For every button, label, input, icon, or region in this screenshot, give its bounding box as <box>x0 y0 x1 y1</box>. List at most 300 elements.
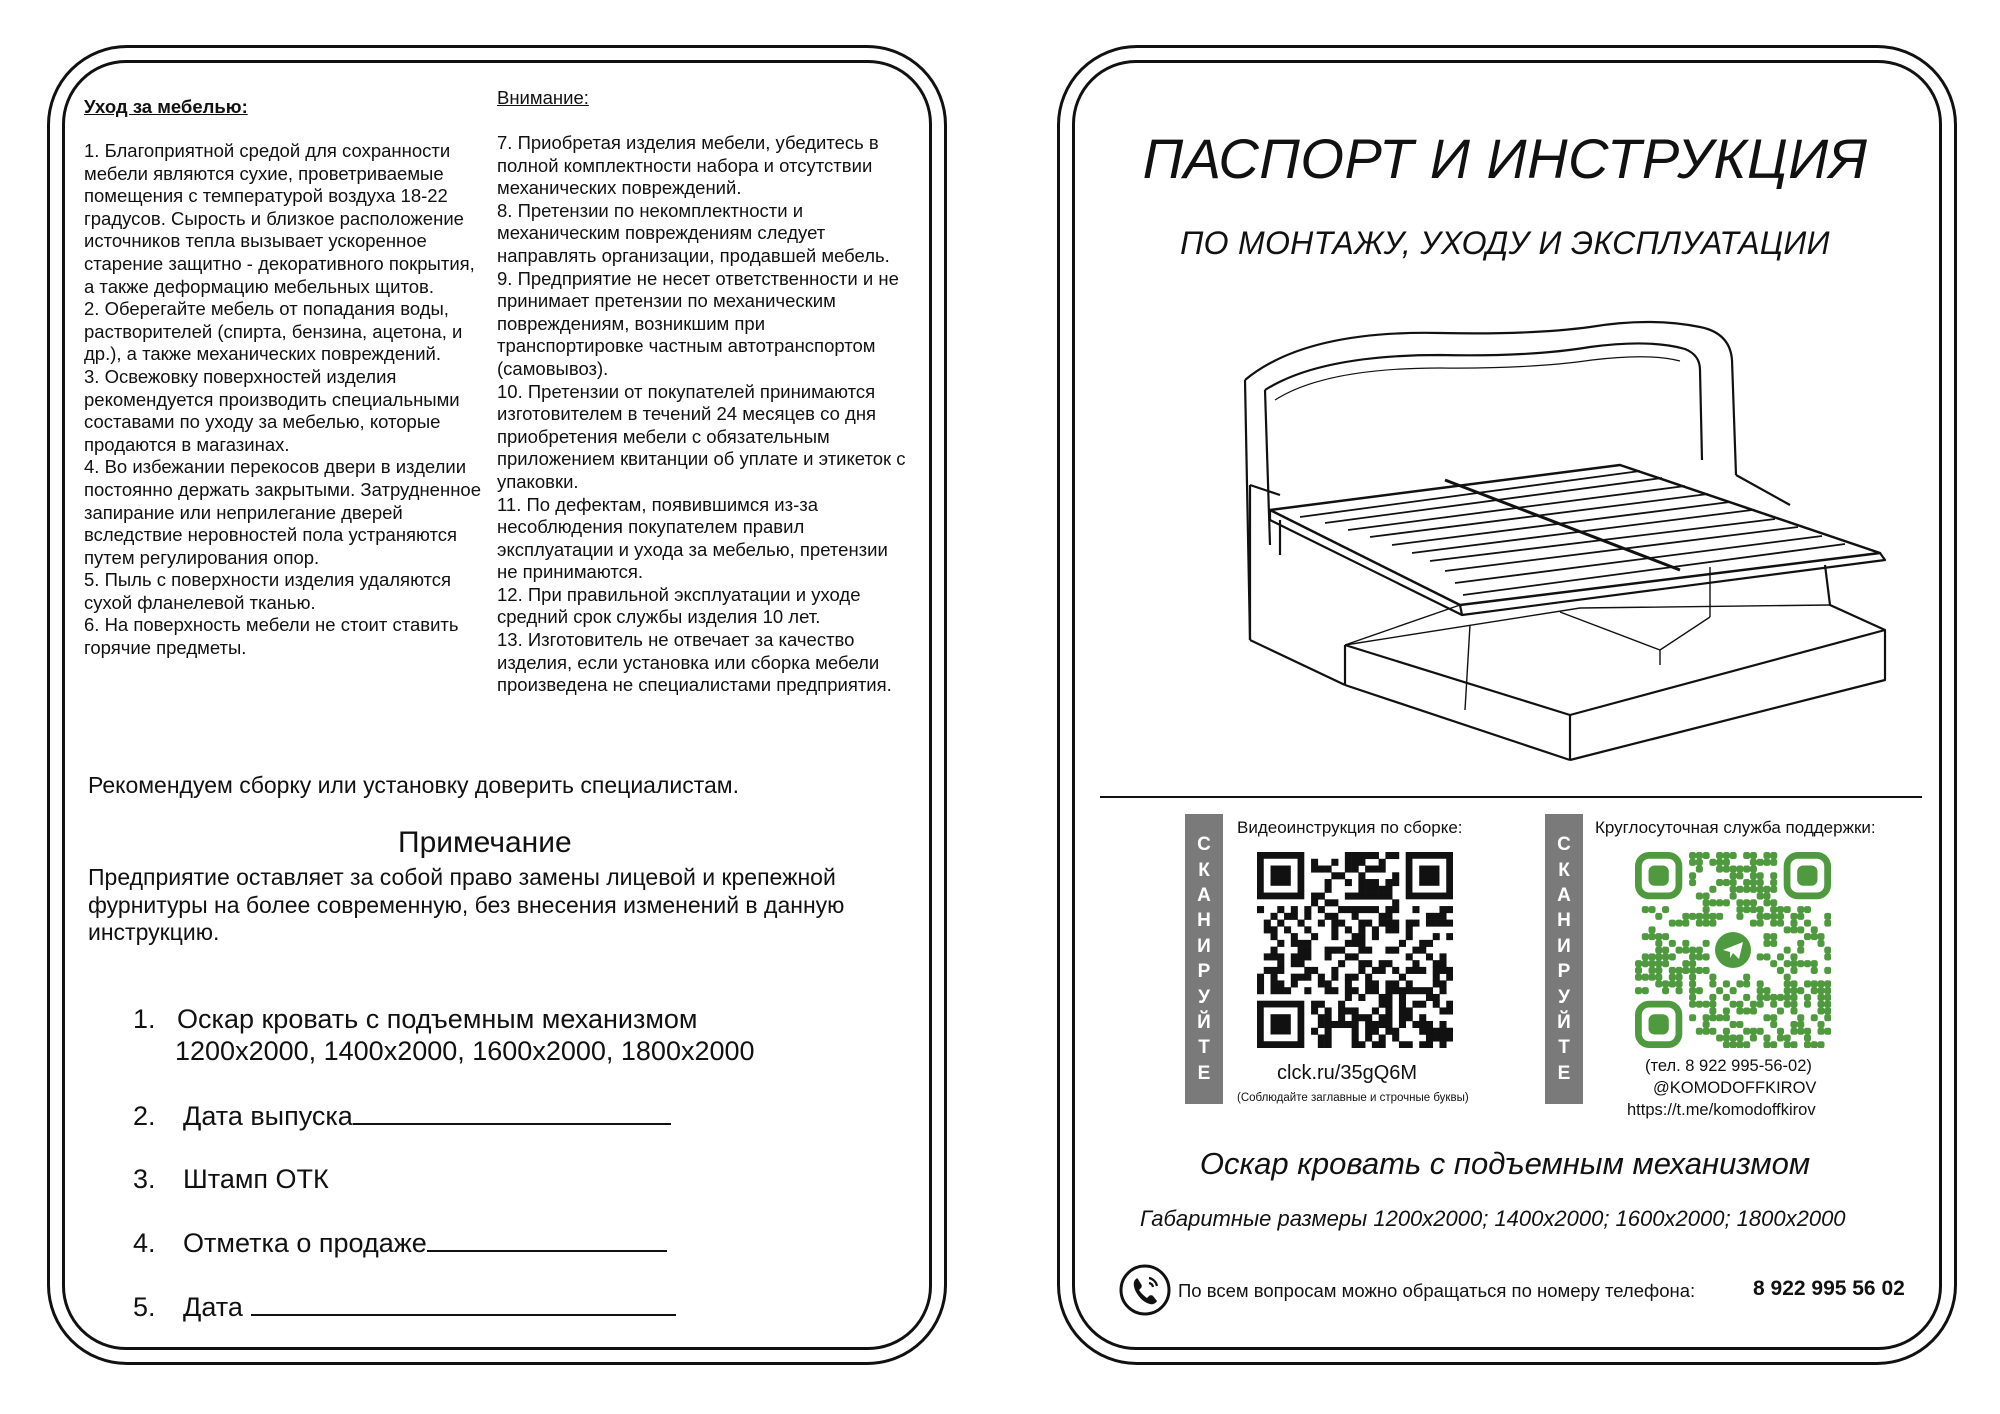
qr-module <box>1817 1041 1824 1048</box>
blank-field[interactable] <box>427 1250 667 1252</box>
qr-module <box>1696 852 1703 859</box>
qr-module <box>1757 994 1764 1001</box>
qr-module <box>1446 967 1453 974</box>
qr-module <box>1419 987 1426 994</box>
note-heading: Примечание <box>398 826 572 859</box>
qr-module <box>1365 980 1372 987</box>
qr-module <box>1311 859 1318 866</box>
qr-module <box>1358 933 1365 940</box>
list-item-5 <box>133 1291 676 1323</box>
qr-module <box>1338 947 1345 954</box>
qr-module <box>1439 1034 1446 1041</box>
scan-letter: Р <box>1197 961 1211 983</box>
qr-module <box>1696 953 1703 960</box>
qr-module <box>1385 852 1392 859</box>
qr-module <box>1743 980 1750 987</box>
qr-module <box>1277 953 1284 960</box>
qr-module <box>1696 866 1703 873</box>
qr-module <box>1770 940 1777 947</box>
qr-module <box>1790 953 1797 960</box>
qr-module <box>1399 1014 1406 1021</box>
qr-module <box>1743 879 1750 886</box>
qr-module <box>1790 987 1797 994</box>
warning-item: 10. Претензии от покупателей принимаются изготовителем в течений 24 месяцев со дня приобретения мебели с обязательным приложением квитанции об уплате и этикеток с упаковки. <box>497 380 906 492</box>
video-qr-code[interactable] <box>1257 852 1453 1048</box>
qr-module <box>1291 980 1298 987</box>
qr-module <box>1784 980 1791 987</box>
qr-module <box>1784 1034 1791 1041</box>
qr-module <box>1770 879 1777 886</box>
qr-module <box>1352 859 1359 866</box>
qr-module <box>1696 1001 1703 1008</box>
qr-module <box>1757 893 1764 900</box>
qr-module <box>1291 960 1298 967</box>
qr-module <box>1716 879 1723 886</box>
qr-module <box>1770 960 1777 967</box>
qr-module <box>1372 906 1379 913</box>
qr-module <box>1365 879 1372 886</box>
qr-module <box>1412 1021 1419 1028</box>
qr-module <box>1379 893 1386 900</box>
qr-module <box>1392 926 1399 933</box>
qr-module <box>1338 920 1345 927</box>
qr-module <box>1379 1001 1386 1008</box>
qr-module <box>1257 906 1264 913</box>
qr-module <box>1365 974 1372 981</box>
qr-module <box>1730 1034 1737 1041</box>
qr-module <box>1763 1014 1770 1021</box>
qr-module <box>1709 994 1716 1001</box>
qr-module <box>1757 953 1764 960</box>
qr-module <box>1352 852 1359 859</box>
qr-module <box>1730 893 1737 900</box>
qr-module <box>1331 1021 1338 1028</box>
qr-module <box>1824 994 1831 1001</box>
qr-module <box>1439 1007 1446 1014</box>
qr-module <box>1325 879 1332 886</box>
scan-strip-left <box>1185 814 1223 1104</box>
scan-letter: Й <box>1197 1011 1211 1033</box>
qr-module <box>1804 920 1811 927</box>
qr-module <box>1304 987 1311 994</box>
qr-module <box>1379 886 1386 893</box>
qr-module <box>1325 1041 1332 1048</box>
qr-module <box>1412 906 1419 913</box>
qr-module <box>1358 967 1365 974</box>
qr-module <box>1406 920 1413 927</box>
qr-module <box>1655 940 1662 947</box>
qr-module <box>1439 967 1446 974</box>
qr-module <box>1676 967 1683 974</box>
blank-field[interactable] <box>251 1314 676 1316</box>
qr-module <box>1433 933 1440 940</box>
qr-module <box>1662 980 1669 987</box>
qr-module <box>1352 1014 1359 1021</box>
support-qr-code[interactable] <box>1635 852 1831 1048</box>
qr-module <box>1743 974 1750 981</box>
list-num: 1. <box>133 1004 156 1034</box>
qr-module <box>1790 960 1797 967</box>
qr-module <box>1352 933 1359 940</box>
qr-module <box>1662 960 1669 967</box>
support-handle[interactable]: @KOMODOFFKIROV <box>1653 1079 1817 1097</box>
horizontal-divider <box>1100 796 1922 798</box>
qr-module <box>1439 913 1446 920</box>
qr-module <box>1770 913 1777 920</box>
qr-module <box>1311 967 1318 974</box>
qr-module <box>1419 1001 1426 1008</box>
qr-module <box>1817 1001 1824 1008</box>
video-hint: (Соблюдайте заглавные и строчные буквы) <box>1237 1092 1469 1104</box>
qr-module <box>1703 893 1710 900</box>
qr-module <box>1777 967 1784 974</box>
qr-module <box>1730 886 1737 893</box>
qr-module <box>1257 987 1264 994</box>
scan-letter: Й <box>1557 1011 1571 1033</box>
qr-module <box>1770 920 1777 927</box>
list-label: Отметка о продаже <box>183 1228 427 1258</box>
qr-module <box>1723 1014 1730 1021</box>
qr-module <box>1716 899 1723 906</box>
qr-module <box>1325 987 1332 994</box>
qr-module <box>1352 953 1359 960</box>
qr-module <box>1426 987 1433 994</box>
qr-finder-center <box>1649 866 1669 886</box>
qr-module <box>1446 1001 1453 1008</box>
qr-module <box>1358 893 1365 900</box>
qr-module <box>1784 1041 1791 1048</box>
qr-module <box>1662 953 1669 960</box>
qr-module <box>1419 1028 1426 1035</box>
qr-module <box>1689 953 1696 960</box>
qr-module <box>1446 920 1453 927</box>
qr-module <box>1723 980 1730 987</box>
qr-module <box>1311 933 1318 940</box>
qr-module <box>1682 967 1689 974</box>
scan-letter: Е <box>1557 1062 1571 1084</box>
qr-module <box>1406 1007 1413 1014</box>
qr-module <box>1730 866 1737 873</box>
qr-module <box>1736 1041 1743 1048</box>
qr-module <box>1277 980 1284 987</box>
qr-module <box>1446 906 1453 913</box>
qr-module <box>1824 1007 1831 1014</box>
qr-module <box>1385 987 1392 994</box>
care-list <box>84 140 489 660</box>
qr-module <box>1318 1034 1325 1041</box>
contact-phone[interactable]: 8 922 995 56 02 <box>1753 1277 1905 1300</box>
qr-module <box>1345 1007 1352 1014</box>
qr-module <box>1345 940 1352 947</box>
bed-illustration <box>1230 305 1900 765</box>
scan-letter: У <box>1558 986 1570 1008</box>
qr-module <box>1331 947 1338 954</box>
qr-module <box>1784 1001 1791 1008</box>
qr-module <box>1824 1001 1831 1008</box>
qr-module <box>1655 933 1662 940</box>
qr-module <box>1703 967 1710 974</box>
qr-module <box>1757 872 1764 879</box>
page-title: ПАСПОРТ И ИНСТРУКЦИЯ <box>1142 127 1868 190</box>
qr-module <box>1365 920 1372 927</box>
qr-module <box>1689 852 1696 859</box>
qr-module <box>1682 913 1689 920</box>
qr-module <box>1669 940 1676 947</box>
qr-module <box>1311 866 1318 873</box>
list-text: Оскар кровать с подъемным механизмом <box>177 1004 698 1034</box>
video-link[interactable]: clck.ru/35gQ6M <box>1277 1062 1418 1084</box>
qr-module <box>1763 1034 1770 1041</box>
qr-module <box>1777 920 1784 927</box>
qr-module <box>1703 1014 1710 1021</box>
qr-module <box>1763 886 1770 893</box>
qr-module <box>1271 974 1278 981</box>
qr-module <box>1291 933 1298 940</box>
qr-module <box>1277 940 1284 947</box>
qr-module <box>1716 913 1723 920</box>
qr-module <box>1676 920 1683 927</box>
qr-module <box>1770 906 1777 913</box>
qr-module <box>1331 926 1338 933</box>
qr-module <box>1439 1028 1446 1035</box>
qr-module <box>1271 987 1278 994</box>
qr-finder-center <box>1271 866 1291 886</box>
qr-module <box>1372 967 1379 974</box>
qr-module <box>1304 906 1311 913</box>
qr-module <box>1824 987 1831 994</box>
qr-module <box>1325 1028 1332 1035</box>
qr-module <box>1649 933 1656 940</box>
support-url[interactable]: https://t.me/komodoffkirov <box>1627 1101 1816 1119</box>
qr-module <box>1797 1028 1804 1035</box>
qr-module <box>1689 872 1696 879</box>
qr-module <box>1345 893 1352 900</box>
qr-module <box>1446 974 1453 981</box>
qr-module <box>1446 933 1453 940</box>
warning-item: 9. Предприятие не несет ответственности и не принимает претензии по механическим повреждениям, возникшим при транспортировке частным автотранспортом (самовывоз). <box>497 267 899 379</box>
qr-module <box>1709 974 1716 981</box>
qr-module <box>1824 947 1831 954</box>
qr-module <box>1811 967 1818 974</box>
qr-module <box>1372 933 1379 940</box>
qr-module <box>1817 1021 1824 1028</box>
qr-module <box>1338 1007 1345 1014</box>
qr-module <box>1365 960 1372 967</box>
list-num: 4. <box>133 1228 156 1258</box>
qr-module <box>1311 1028 1318 1035</box>
qr-module <box>1750 879 1757 886</box>
qr-module <box>1372 926 1379 933</box>
qr-module <box>1338 1021 1345 1028</box>
qr-module <box>1352 987 1359 994</box>
qr-module <box>1770 1041 1777 1048</box>
qr-module <box>1379 1021 1386 1028</box>
qr-module <box>1311 1001 1318 1008</box>
blank-field[interactable] <box>353 1123 671 1125</box>
qr-module <box>1770 1001 1777 1008</box>
qr-module <box>1358 947 1365 954</box>
qr-module <box>1372 1041 1379 1048</box>
qr-module <box>1426 940 1433 947</box>
qr-module <box>1743 994 1750 1001</box>
qr-module <box>1635 987 1642 994</box>
qr-module <box>1284 987 1291 994</box>
qr-module <box>1642 974 1649 981</box>
qr-module <box>1412 967 1419 974</box>
qr-module <box>1419 1021 1426 1028</box>
qr-module <box>1385 994 1392 1001</box>
qr-module <box>1662 933 1669 940</box>
qr-module <box>1743 866 1750 873</box>
qr-module <box>1757 980 1764 987</box>
qr-module <box>1325 980 1332 987</box>
qr-module <box>1325 913 1332 920</box>
qr-module <box>1372 1021 1379 1028</box>
qr-module <box>1358 940 1365 947</box>
qr-module <box>1676 974 1683 981</box>
qr-module <box>1365 1028 1372 1035</box>
qr-module <box>1649 974 1656 981</box>
qr-module <box>1372 852 1379 859</box>
qr-module <box>1703 920 1710 927</box>
scan-letter: Е <box>1197 1062 1211 1084</box>
qr-module <box>1338 960 1345 967</box>
qr-module <box>1338 1014 1345 1021</box>
qr-module <box>1736 1021 1743 1028</box>
qr-module <box>1412 987 1419 994</box>
qr-module <box>1770 852 1777 859</box>
qr-module <box>1797 1014 1804 1021</box>
qr-module <box>1379 859 1386 866</box>
qr-module <box>1331 859 1338 866</box>
scan-letter: К <box>1558 859 1570 881</box>
qr-module <box>1750 872 1757 879</box>
qr-module <box>1824 980 1831 987</box>
qr-module <box>1642 960 1649 967</box>
qr-module <box>1689 879 1696 886</box>
qr-module <box>1790 1001 1797 1008</box>
qr-module <box>1385 926 1392 933</box>
qr-module <box>1649 960 1656 967</box>
care-item: 3. Освежовку поверхностей изделия рекомендуется производить специальными составами по уходу за мебелью, которые продаются в магазинах. <box>84 365 460 455</box>
qr-module <box>1750 866 1757 873</box>
qr-module <box>1790 920 1797 927</box>
qr-module <box>1358 886 1365 893</box>
qr-module <box>1304 913 1311 920</box>
qr-module <box>1385 906 1392 913</box>
qr-module <box>1709 1001 1716 1008</box>
qr-module <box>1345 987 1352 994</box>
qr-module <box>1750 859 1757 866</box>
qr-module <box>1736 906 1743 913</box>
qr-module <box>1318 906 1325 913</box>
qr-module <box>1736 1034 1743 1041</box>
qr-module <box>1736 913 1743 920</box>
qr-module <box>1392 879 1399 886</box>
qr-module <box>1433 974 1440 981</box>
qr-module <box>1352 940 1359 947</box>
qr-module <box>1770 1014 1777 1021</box>
qr-module <box>1426 1041 1433 1048</box>
qr-module <box>1689 967 1696 974</box>
qr-module <box>1723 1007 1730 1014</box>
qr-module <box>1811 933 1818 940</box>
qr-module <box>1298 953 1305 960</box>
qr-module <box>1649 953 1656 960</box>
qr-module <box>1406 933 1413 940</box>
qr-module <box>1750 906 1757 913</box>
care-item: 6. На поверхность мебели не стоит ставить горячие предметы. <box>84 614 459 659</box>
qr-module <box>1399 974 1406 981</box>
qr-module <box>1412 920 1419 927</box>
list-item-4 <box>133 1227 667 1259</box>
qr-module <box>1696 987 1703 994</box>
phone-icon <box>1119 1264 1171 1316</box>
qr-module <box>1709 886 1716 893</box>
qr-module <box>1352 1034 1359 1041</box>
qr-module <box>1318 920 1325 927</box>
qr-module <box>1723 859 1730 866</box>
qr-module <box>1433 913 1440 920</box>
qr-module <box>1392 947 1399 954</box>
qr-module <box>1426 1028 1433 1035</box>
qr-module <box>1689 947 1696 954</box>
qr-module <box>1365 852 1372 859</box>
qr-module <box>1352 1007 1359 1014</box>
qr-module <box>1817 994 1824 1001</box>
qr-module <box>1385 893 1392 900</box>
qr-module <box>1743 852 1750 859</box>
qr-module <box>1311 893 1318 900</box>
qr-module <box>1642 953 1649 960</box>
qr-module <box>1655 967 1662 974</box>
qr-module <box>1433 1034 1440 1041</box>
qr-module <box>1358 926 1365 933</box>
qr-module <box>1750 886 1757 893</box>
qr-module <box>1325 1014 1332 1021</box>
qr-module <box>1669 980 1676 987</box>
qr-module <box>1777 994 1784 1001</box>
qr-module <box>1365 947 1372 954</box>
qr-module <box>1331 913 1338 920</box>
qr-module <box>1750 1034 1757 1041</box>
qr-module <box>1770 933 1777 940</box>
scan-letter: У <box>1198 986 1210 1008</box>
qr-module <box>1811 960 1818 967</box>
qr-module <box>1730 1021 1737 1028</box>
qr-module <box>1696 967 1703 974</box>
qr-module <box>1426 1034 1433 1041</box>
qr-module <box>1271 953 1278 960</box>
qr-module <box>1649 906 1656 913</box>
qr-module <box>1412 947 1419 954</box>
qr-module <box>1770 1021 1777 1028</box>
scan-letter: Т <box>1198 1037 1210 1059</box>
qr-module <box>1703 1001 1710 1008</box>
qr-module <box>1777 1028 1784 1035</box>
qr-module <box>1385 960 1392 967</box>
qr-module <box>1777 953 1784 960</box>
qr-module <box>1817 987 1824 994</box>
scan-letter: С <box>1557 834 1571 856</box>
qr-module <box>1777 1034 1784 1041</box>
qr-module <box>1318 893 1325 900</box>
qr-module <box>1345 994 1352 1001</box>
qr-module <box>1669 974 1676 981</box>
support-phone: (тел. 8 922 995-56-02) <box>1645 1057 1812 1075</box>
qr-module <box>1730 1041 1737 1048</box>
qr-module <box>1352 913 1359 920</box>
